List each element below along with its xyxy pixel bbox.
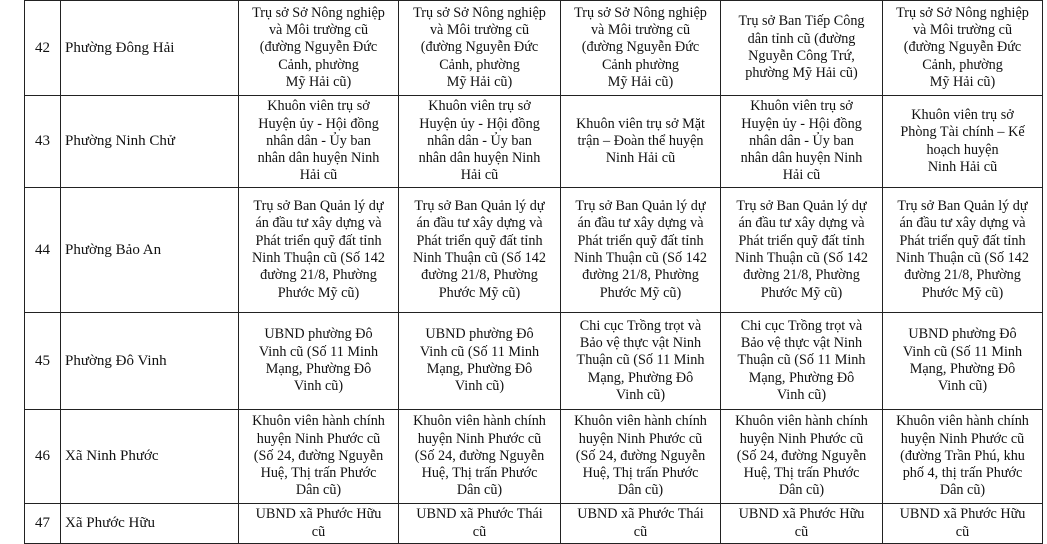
location-text: UBND xã Phước Hữu cũ — [899, 506, 1026, 540]
unit-name: Xã Phước Hữu — [61, 504, 239, 544]
location-cell — [399, 188, 561, 313]
location-cell — [883, 96, 1043, 188]
table-row — [25, 313, 1043, 410]
location-cell — [561, 96, 721, 188]
location-text: UBND phường Đô Vinh cũ (Số 11 Minh Mạng, Phường Đô Vinh cũ) — [419, 326, 540, 395]
location-cell — [721, 1, 883, 96]
location-text: Trụ sở Ban Quản lý dự án đầu tư xây dựng và Phát triển quỹ đất tỉnh Ninh Thuận cũ (Số 142 đường 21/8, Phường Phước Mỹ cũ) — [413, 198, 546, 301]
location-cell — [561, 504, 721, 544]
location-cell — [721, 188, 883, 313]
location-text: Trụ sở Ban Quản lý dự án đầu tư xây dựng và Phát triển quỹ đất tỉnh Ninh Thuận cũ (Số 142 đường 21/8, Phường Phước Mỹ cũ) — [896, 198, 1029, 301]
location-text: Trụ sở Ban Tiếp Công dân tỉnh cũ (đường Nguyễn Công Trứ, phường Mỹ Hải cũ) — [738, 13, 865, 82]
location-text: Khuôn viên hành chính huyện Ninh Phước cũ (Số 24, đường Nguyễn Huệ, Thị trấn Phước Dân cũ) — [735, 413, 868, 499]
location-text: Khuôn viên hành chính huyện Ninh Phước cũ (Số 24, đường Nguyễn Huệ, Thị trấn Phước Dân cũ) — [574, 413, 707, 499]
table-row — [25, 188, 1043, 313]
location-cell — [561, 313, 721, 410]
row-number: 46 — [25, 410, 61, 504]
table-row — [25, 96, 1043, 188]
location-text: Trụ sở Ban Quản lý dự án đầu tư xây dựng và Phát triển quỹ đất tỉnh Ninh Thuận cũ (Số 142 đường 21/8, Phường Phước Mỹ cũ) — [574, 198, 707, 301]
location-text: Khuôn viên trụ sở Mặt trận – Đoàn thể huyện Ninh Hải cũ — [576, 115, 705, 167]
polling-locations-table — [24, 0, 1043, 544]
location-text: UBND phường Đô Vinh cũ (Số 11 Minh Mạng, Phường Đô Vinh cũ) — [902, 326, 1023, 395]
location-text: Trụ sở Ban Quản lý dự án đầu tư xây dựng và Phát triển quỹ đất tỉnh Ninh Thuận cũ (Số 142 đường 21/8, Phường Phước Mỹ cũ) — [252, 198, 385, 301]
location-cell — [399, 96, 561, 188]
table-row — [25, 410, 1043, 504]
location-cell — [883, 410, 1043, 504]
location-text: Khuôn viên hành chính huyện Ninh Phước cũ (đường Trần Phú, khu phố 4, thị trấn Phước Dân cũ) — [896, 413, 1029, 499]
location-text: Chi cục Trồng trọt và Bảo vệ thực vật Ninh Thuận cũ (Số 11 Minh Mạng, Phường Đô Vinh cũ) — [576, 317, 705, 403]
location-cell — [721, 313, 883, 410]
location-text: Trụ sở Ban Quản lý dự án đầu tư xây dựng và Phát triển quỹ đất tỉnh Ninh Thuận cũ (Số 142 đường 21/8, Phường Phước Mỹ cũ) — [735, 198, 868, 301]
row-number: 45 — [25, 313, 61, 410]
table-row — [25, 1, 1043, 96]
row-number: 47 — [25, 504, 61, 544]
location-text: Trụ sở Sở Nông nghiệp và Môi trường cũ (đường Nguyễn Đức Cảnh phường Mỹ Hải cũ) — [574, 4, 707, 90]
location-text: Khuôn viên hành chính huyện Ninh Phước cũ (Số 24, đường Nguyễn Huệ, Thị trấn Phước Dân cũ) — [252, 413, 385, 499]
location-cell — [561, 188, 721, 313]
location-text: UBND xã Phước Thái cũ — [416, 506, 543, 540]
row-number: 42 — [25, 1, 61, 96]
location-text: Trụ sở Sở Nông nghiệp và Môi trường cũ (đường Nguyễn Đức Cảnh, phường Mỹ Hải cũ) — [896, 4, 1029, 90]
location-text: UBND phường Đô Vinh cũ (Số 11 Minh Mạng, Phường Đô Vinh cũ) — [258, 326, 379, 395]
row-number: 43 — [25, 96, 61, 188]
location-cell — [883, 504, 1043, 544]
location-cell — [883, 1, 1043, 96]
location-text: Trụ sở Sở Nông nghiệp và Môi trường cũ (đường Nguyễn Đức Cảnh, phường Mỹ Hải cũ) — [252, 4, 385, 90]
location-cell — [721, 504, 883, 544]
location-cell — [239, 313, 399, 410]
location-text: UBND xã Phước Hữu cũ — [255, 506, 382, 540]
location-text: Khuôn viên trụ sở Huyện ủy - Hội đồng nhân dân - Ủy ban nhân dân huyện Ninh Hải cũ — [418, 98, 541, 184]
location-text: Khuôn viên trụ sở Huyện ủy - Hội đồng nhân dân - Ủy ban nhân dân huyện Ninh Hải cũ — [257, 98, 380, 184]
location-cell — [883, 313, 1043, 410]
unit-name: Phường Đô Vinh — [61, 313, 239, 410]
location-cell — [239, 504, 399, 544]
location-cell — [239, 410, 399, 504]
location-text: Khuôn viên trụ sở Phòng Tài chính – Kế hoạch huyện Ninh Hải cũ — [900, 106, 1025, 175]
unit-name: Phường Bảo An — [61, 188, 239, 313]
table-row — [25, 504, 1043, 544]
location-text: UBND xã Phước Hữu cũ — [738, 506, 865, 540]
location-cell — [399, 410, 561, 504]
row-number: 44 — [25, 188, 61, 313]
location-cell — [239, 96, 399, 188]
location-text: Chi cục Trồng trọt và Bảo vệ thực vật Ninh Thuận cũ (Số 11 Minh Mạng, Phường Đô Vinh cũ) — [737, 317, 866, 403]
unit-name: Xã Ninh Phước — [61, 410, 239, 504]
location-cell — [399, 504, 561, 544]
location-cell — [561, 1, 721, 96]
location-cell — [399, 313, 561, 410]
location-cell — [721, 410, 883, 504]
unit-name: Phường Ninh Chử — [61, 96, 239, 188]
location-cell — [399, 1, 561, 96]
location-text: Khuôn viên trụ sở Huyện ủy - Hội đồng nhân dân - Ủy ban nhân dân huyện Ninh Hải cũ — [740, 98, 863, 184]
location-cell — [239, 188, 399, 313]
unit-name: Phường Đông Hải — [61, 1, 239, 96]
location-cell — [561, 410, 721, 504]
location-cell — [239, 1, 399, 96]
location-text: Trụ sở Sở Nông nghiệp và Môi trường cũ (đường Nguyễn Đức Cảnh, phường Mỹ Hải cũ) — [413, 4, 546, 90]
location-cell — [721, 96, 883, 188]
location-cell — [883, 188, 1043, 313]
location-text: Khuôn viên hành chính huyện Ninh Phước cũ (Số 24, đường Nguyễn Huệ, Thị trấn Phước Dân cũ) — [413, 413, 546, 499]
location-text: UBND xã Phước Thái cũ — [577, 506, 704, 540]
